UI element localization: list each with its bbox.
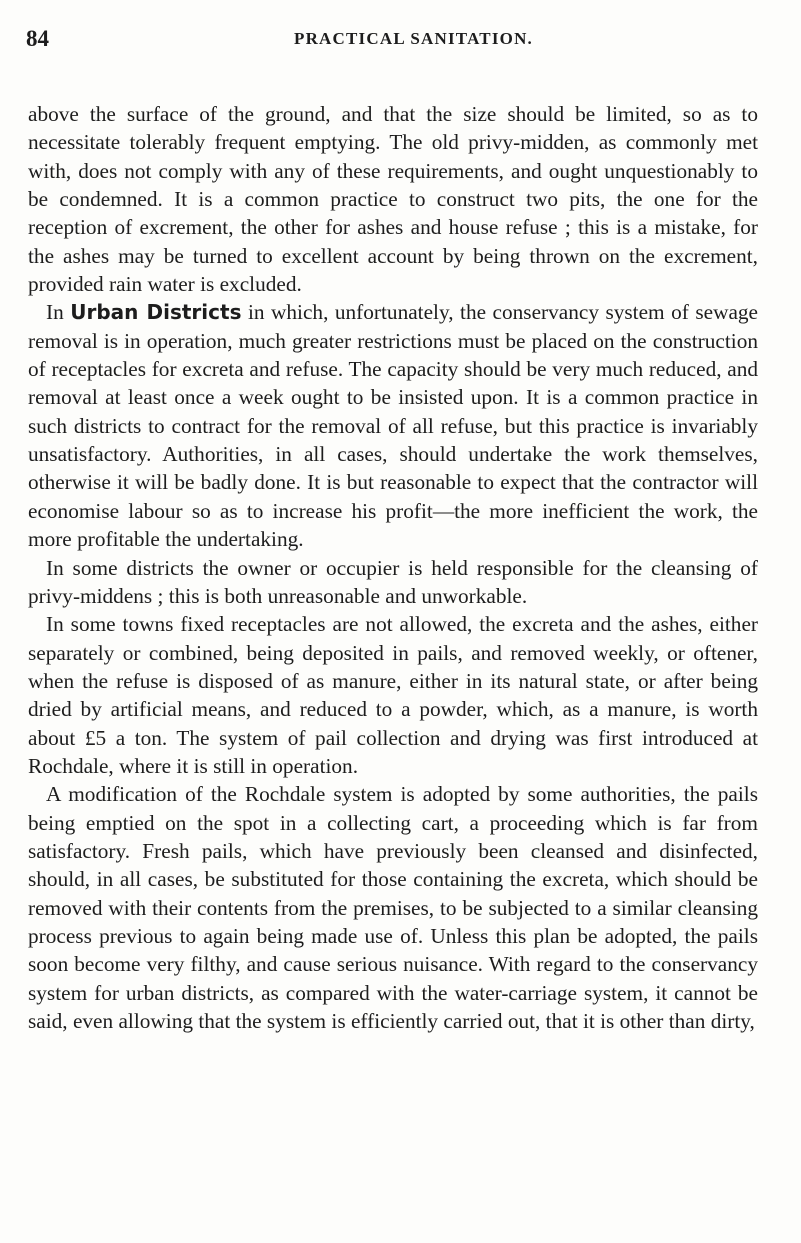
body-text <box>28 100 758 1035</box>
paragraph-2 <box>28 298 758 553</box>
paragraph-2-prefix: In <box>46 300 71 325</box>
page-header <box>26 26 756 56</box>
paragraph-1: above the surface of the ground, and that the size should be limited, so as to necessitate tolerably frequent emptying. The old privy-midden, as commonly met with, does not comply with any of these requirements, and ought unquestionably to be condemned. It is a common practice to construct two pits, the one for the reception of excrement, the other for ashes and house refuse ; this is a mistake, for the ashes may be turned to excellent account by being thrown on the excrement, provided rain water is excluded. <box>28 102 758 297</box>
paragraph-2-text: in which, unfortunately, the conservancy system of sewage removal is in operation, much greater restrictions must be placed on the construction of receptacles for excreta and refuse. The capacity should be very much reduced, and removal at least once a week ought to be insisted upon. It is a common practice in such districts to contract for the removal of all refuse, but this practice is invariably unsatisfactory. Authorities, in all cases, should undertake the work themselves, otherwise it will be badly done. It is but reasonable to expect that the contractor will economise labour so as to increase his profit—the more inefficient the work, the more profitable the undertaking. <box>28 300 758 552</box>
page-number: 84 <box>26 26 49 51</box>
running-title: PRACTICAL SANITATION. <box>294 29 533 48</box>
side-heading-urban-districts: Urban Districts <box>70 300 242 325</box>
paragraph-3: In some districts the owner or occupier is held responsible for the cleansing of privy-middens ; this is both unreasonable and unworkable. <box>28 555 758 608</box>
paragraph-5: A modification of the Rochdale system is adopted by some authorities, the pails being emptied on the spot in a collecting cart, a proceeding which is far from satisfactory. Fresh pails, which have previously been cleansed and disinfected, should, in all cases, be substituted for those containing the excreta, which should be removed with their contents from the premises, to be subjected to a similar cleansing process previous to again being made use of. Unless this plan be adopted, the pails soon become very filthy, and cause serious nuisance. With regard to the conservancy system for urban districts, as compared with the water-carriage system, it cannot be said, even allowing that the system is efficiently carried out, that it is other than dirty, <box>28 782 758 1033</box>
paragraph-4: In some towns fixed receptacles are not allowed, the excreta and the ashes, either separately or combined, being deposited in pails, and removed weekly, or oftener, when the refuse is disposed of as manure, either in its natural state, or after being dried by artificial means, and reduced to a powder, which, as a manure, is worth about £5 a ton. The system of pail collection and drying was first introduced at Rochdale, where it is still in operation. <box>28 612 758 778</box>
